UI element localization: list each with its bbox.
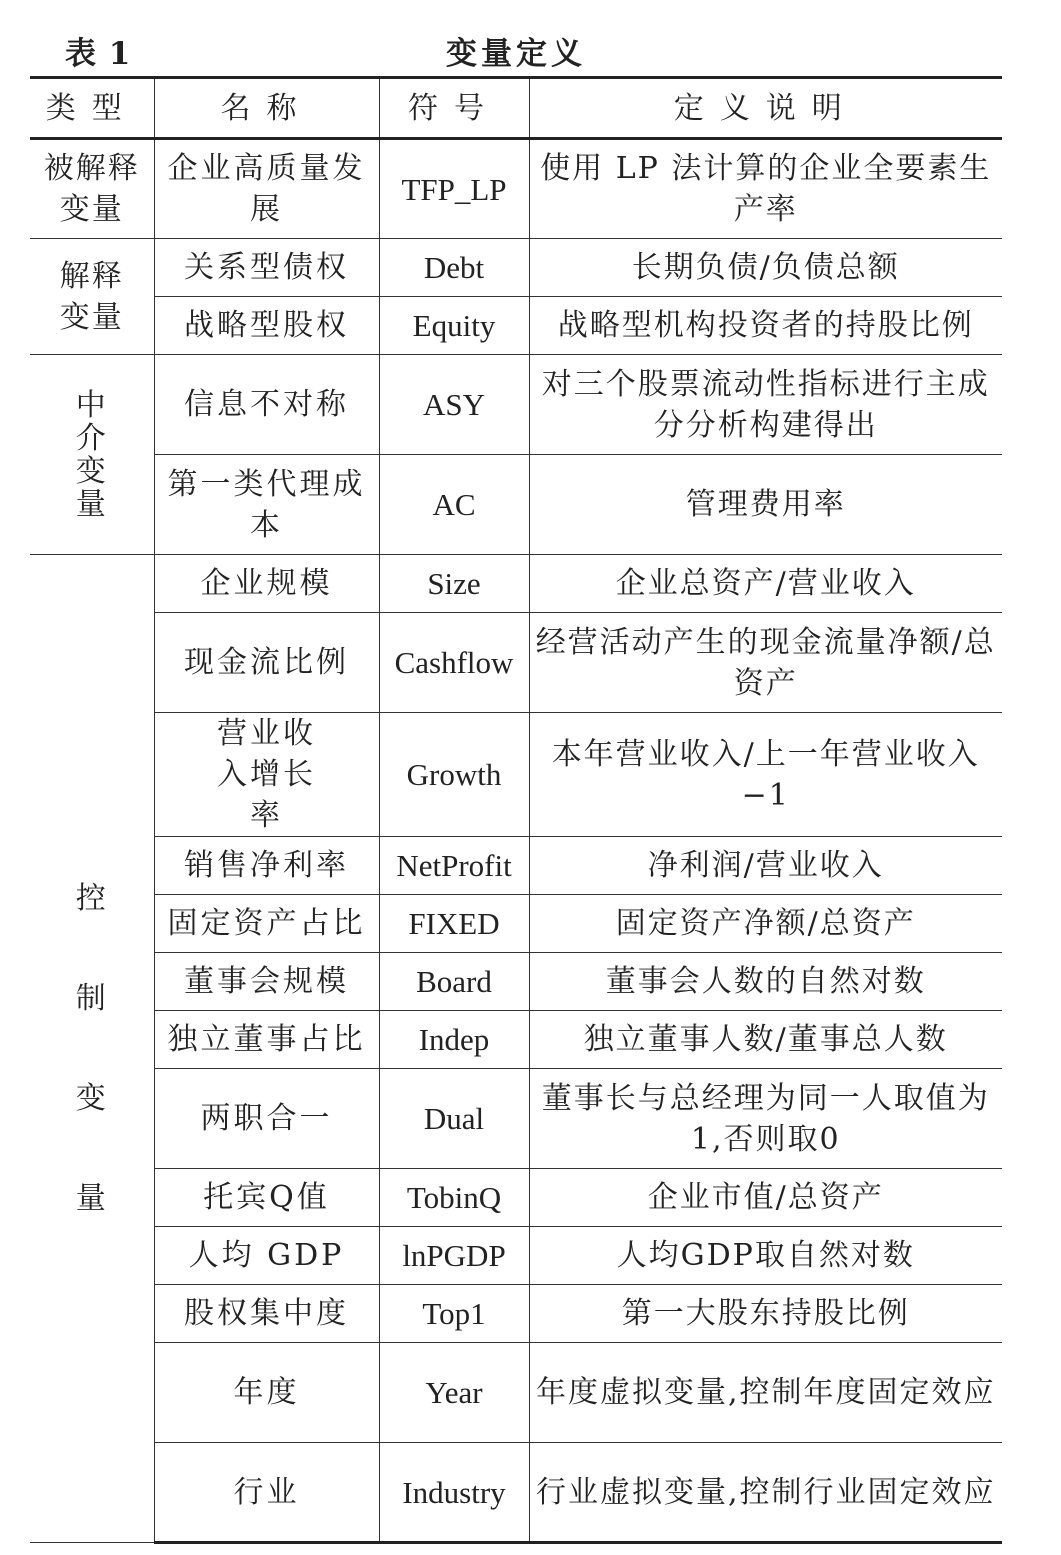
table-row [30,139,1002,239]
table-row [30,1227,1002,1285]
table-number: 表 1 [65,36,132,72]
variable-symbol: Indep [379,1011,529,1069]
table-row [30,1069,1002,1169]
table-row [30,1343,1002,1443]
variable-symbol: ASY [379,355,529,455]
table-row [30,953,1002,1011]
variable-name: 战略型股权 [154,297,379,355]
variable-symbol: Industry [379,1443,529,1543]
variable-symbol: NetProfit [379,837,529,895]
variable-definition: 净利润/营业收入 [529,837,1002,895]
variable-definition: 企业市值/总资产 [529,1169,1002,1227]
variable-name: 关系型债权 [154,239,379,297]
variable-definition: 本年营业收入/上一年营业收入−1 [529,713,1002,837]
header-definition: 定义说明 [529,78,1002,139]
group-explanatory-variable: 解释变量 [30,239,154,355]
table-row [30,713,1002,837]
variable-definition: 第一大股东持股比例 [529,1285,1002,1343]
variable-definition: 行业虚拟变量,控制行业固定效应 [529,1443,1002,1543]
variable-definition: 年度虚拟变量,控制年度固定效应 [529,1343,1002,1443]
table-row [30,1443,1002,1543]
variable-symbol: AC [379,455,529,555]
variable-symbol: Debt [379,239,529,297]
variable-name: 托宾Q值 [154,1169,379,1227]
variable-symbol: Growth [379,713,529,837]
variable-name: 两职合一 [154,1069,379,1169]
variable-name: 现金流比例 [154,613,379,713]
header-name: 名称 [154,78,379,139]
table-row [30,555,1002,613]
variable-symbol: Board [379,953,529,1011]
variable-name: 企业高质量发展 [154,139,379,239]
table-row [30,355,1002,455]
variable-symbol: Equity [379,297,529,355]
variable-name: 人均 GDP [154,1227,379,1285]
table-title: 变量定义 [446,36,586,72]
variable-name: 销售净利率 [154,837,379,895]
table-row [30,1285,1002,1343]
variable-definition: 独立董事人数/董事总人数 [529,1011,1002,1069]
variable-name: 营业收入增长率 [154,713,379,837]
variable-definition: 管理费用率 [529,455,1002,555]
variable-name: 第一类代理成本 [154,455,379,555]
table-row [30,297,1002,355]
variable-name: 企业规模 [154,555,379,613]
table-row [30,895,1002,953]
variable-definition: 战略型机构投资者的持股比例 [529,297,1002,355]
variable-definition: 长期负债/负债总额 [529,239,1002,297]
variable-symbol: TobinQ [379,1169,529,1227]
variable-name: 股权集中度 [154,1285,379,1343]
variable-symbol: TFP_LP [379,139,529,239]
variable-name: 年度 [154,1343,379,1443]
variable-definition: 董事长与总经理为同一人取值为1,否则取0 [529,1069,1002,1169]
variable-symbol: Cashflow [379,613,529,713]
table-row [30,455,1002,555]
variable-definition: 使用 LP 法计算的企业全要素生产率 [529,139,1002,239]
variable-name: 固定资产占比 [154,895,379,953]
variable-symbol: Size [379,555,529,613]
table-row [30,613,1002,713]
variable-symbol: lnPGDP [379,1227,529,1285]
variable-definition: 企业总资产/营业收入 [529,555,1002,613]
header-row [30,78,1002,139]
variable-definition: 对三个股票流动性指标进行主成分分析构建得出 [529,355,1002,455]
variable-symbol: FIXED [379,895,529,953]
group-mediator-variable: 中介变量 [30,355,154,555]
header-type: 类型 [30,78,154,139]
table-row [30,837,1002,895]
table-row [30,1169,1002,1227]
variable-name: 独立董事占比 [154,1011,379,1069]
variable-definition-table [30,76,1002,1544]
variable-definition: 董事会人数的自然对数 [529,953,1002,1011]
variable-symbol: Year [379,1343,529,1443]
variable-symbol: Dual [379,1069,529,1169]
header-symbol: 符号 [379,78,529,139]
variable-definition: 人均GDP取自然对数 [529,1227,1002,1285]
variable-name: 信息不对称 [154,355,379,455]
table-caption [30,18,1002,76]
table-row [30,1011,1002,1069]
table-row [30,239,1002,297]
variable-definition: 经营活动产生的现金流量净额/总资产 [529,613,1002,713]
group-control-variable: 控制变量 [30,555,154,1543]
group-dependent-variable: 被解释变量 [30,139,154,239]
variable-name: 董事会规模 [154,953,379,1011]
variable-symbol: Top1 [379,1285,529,1343]
variable-name: 行业 [154,1443,379,1543]
variable-definition: 固定资产净额/总资产 [529,895,1002,953]
